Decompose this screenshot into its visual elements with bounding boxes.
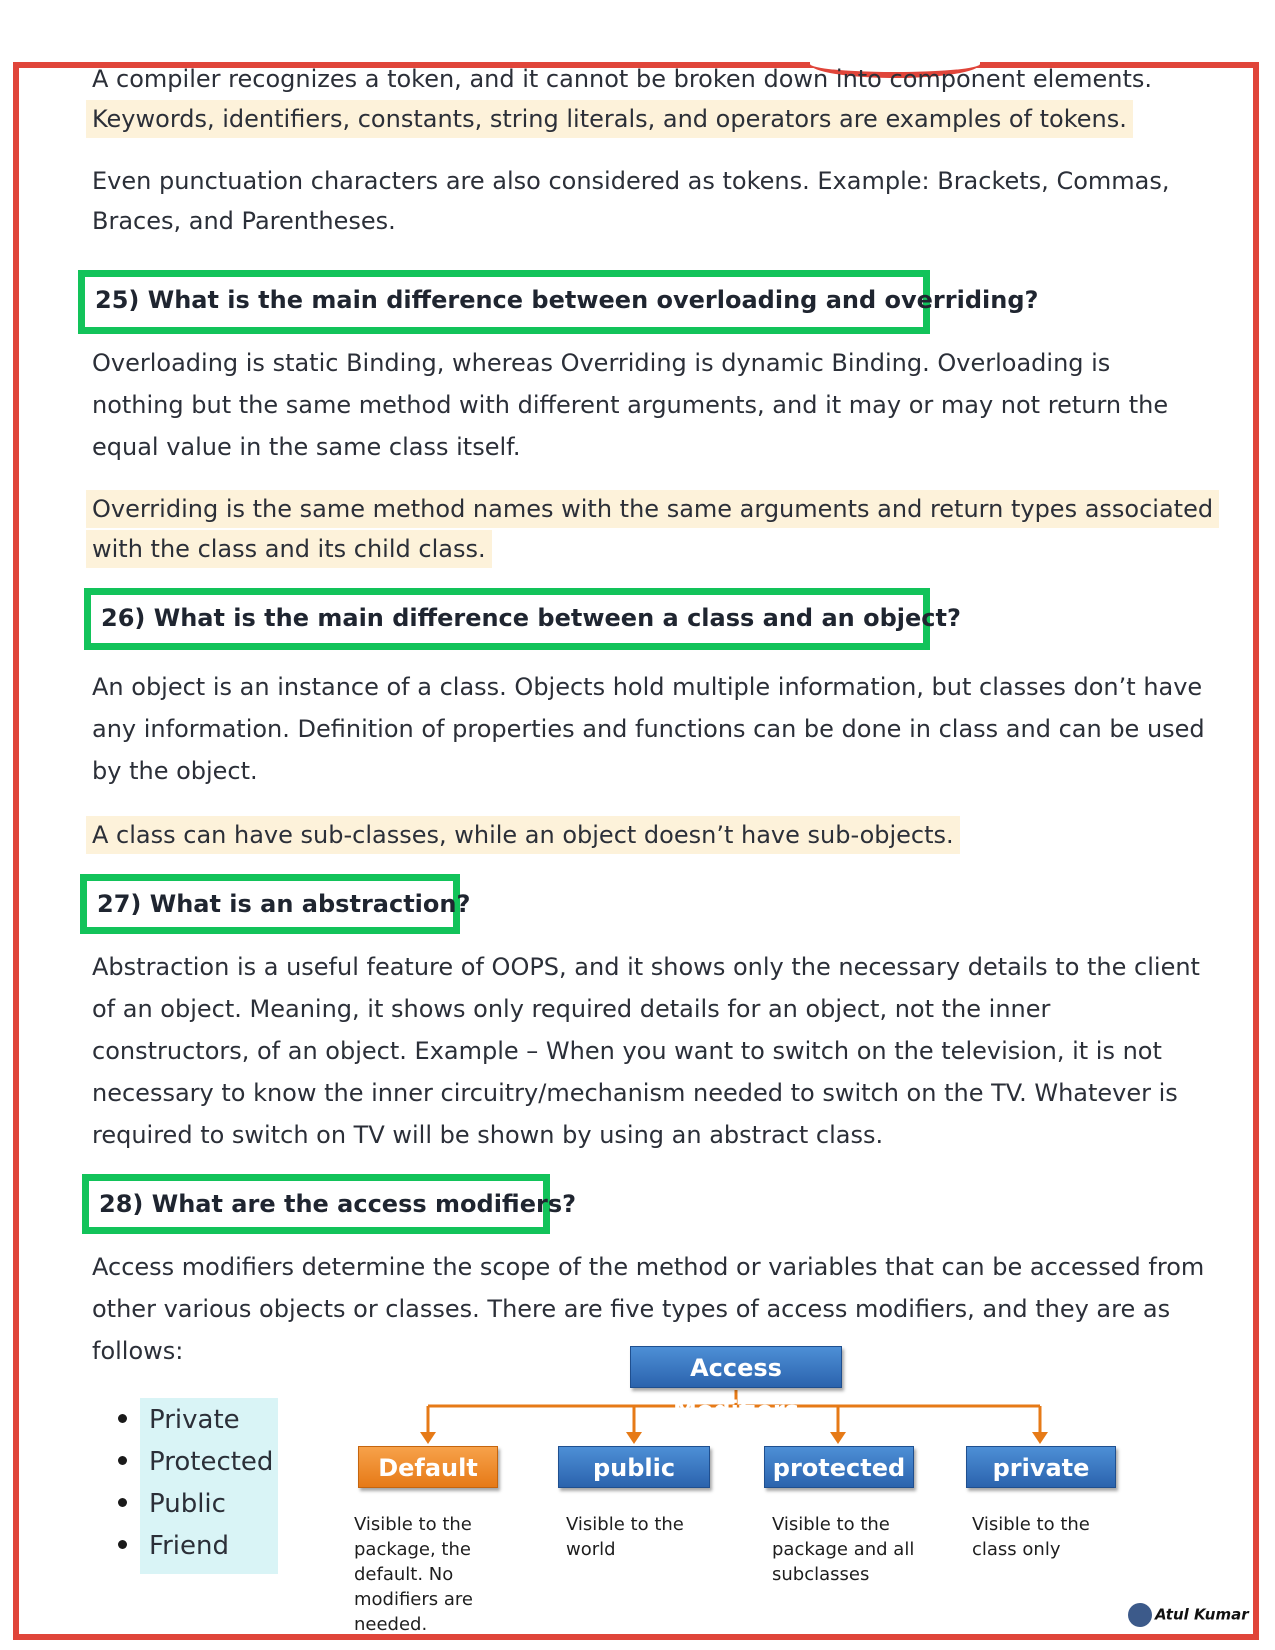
desc-line: modifiers are xyxy=(354,1589,473,1610)
arrow-down-icon xyxy=(626,1432,642,1444)
access-modifiers-diagram xyxy=(330,1340,1130,1640)
list-item-label: Protected xyxy=(149,1447,274,1477)
q26-highlight-line xyxy=(92,814,960,856)
list-item xyxy=(118,1483,226,1525)
paragraph-tokens-line-1: A compiler recognizes a token, and it cannot be broken down into component elements. xyxy=(92,65,1152,93)
highlighted-text: with the class and its child class. xyxy=(86,530,492,568)
highlighted-text: A class can have sub-classes, while an object doesn’t have sub-objects. xyxy=(86,816,960,854)
q25-highlight-line-2 xyxy=(92,528,492,570)
bullet-icon xyxy=(118,1498,127,1507)
q28-answer-line-1: Access modifiers determine the scope of the method or variables that can be accessed from xyxy=(92,1253,1205,1281)
default-description xyxy=(354,1512,473,1637)
question-26-heading: 26) What is the main difference between a class and an object? xyxy=(84,588,930,650)
private-description xyxy=(972,1512,1090,1562)
list-item-label: Public xyxy=(149,1489,226,1519)
bullet-icon xyxy=(118,1540,127,1549)
question-27-heading: 27) What is an abstraction? xyxy=(80,874,460,934)
q27-answer-line-1: Abstraction is a useful feature of OOPS, and it shows only the necessary details to the client xyxy=(92,953,1200,981)
highlighted-text: Keywords, identifiers, constants, string literals, and operators are examples of tokens. xyxy=(86,100,1133,138)
author-name: Atul Kumar xyxy=(1155,1605,1249,1624)
desc-line: subclasses xyxy=(772,1564,870,1585)
q26-answer-line-2: any information. Definition of properties and functions can be done in class and can be used xyxy=(92,715,1205,743)
q27-answer-line-3: constructors, of an object. Example – When you want to switch on the television, it is not xyxy=(92,1037,1162,1065)
modifier-public: public xyxy=(558,1446,710,1488)
desc-line: Visible to the xyxy=(354,1514,472,1535)
desc-line: Visible to the xyxy=(972,1514,1090,1535)
q27-answer-line-4: necessary to know the inner circuitry/mechanism needed to switch on the TV. Whatever is xyxy=(92,1079,1178,1107)
paragraph-tokens-line-2 xyxy=(92,98,1133,140)
q28-answer-line-2: other various objects or classes. There are five types of access modifiers, and they are as xyxy=(92,1295,1171,1323)
root-access-modifiers: Access Modifiers xyxy=(630,1346,842,1388)
paragraph-punct-line-2: Braces, and Parentheses. xyxy=(92,207,396,235)
highlighted-text: Overriding is the same method names with the same arguments and return types associated xyxy=(86,490,1219,528)
arrow-down-icon xyxy=(420,1432,436,1444)
modifier-protected: protected xyxy=(764,1446,914,1488)
q26-answer-line-1: An object is an instance of a class. Objects hold multiple information, but classes don’t have xyxy=(92,673,1203,701)
list-item xyxy=(118,1399,240,1441)
question-25-heading: 25) What is the main difference between overloading and overriding? xyxy=(78,270,930,334)
paragraph-punct-line-1: Even punctuation characters are also considered as tokens. Example: Brackets, Commas, xyxy=(92,167,1170,195)
desc-line: Visible to the xyxy=(772,1514,890,1535)
desc-line: world xyxy=(566,1539,616,1560)
question-28-heading: 28) What are the access modifiers? xyxy=(82,1174,550,1234)
list-item-label: Friend xyxy=(149,1531,229,1561)
q25-answer-line-2: nothing but the same method with different arguments, and it may or may not return the xyxy=(92,391,1169,419)
list-item-label: Private xyxy=(149,1405,240,1435)
q25-answer-line-3: equal value in the same class itself. xyxy=(92,433,521,461)
desc-line: default. No xyxy=(354,1564,454,1585)
bullet-icon xyxy=(118,1456,127,1465)
q27-answer-line-2: of an object. Meaning, it shows only required details for an object, not the inner xyxy=(92,995,1051,1023)
desc-line: package, the xyxy=(354,1539,471,1560)
desc-line: Visible to the xyxy=(566,1514,684,1535)
q26-answer-line-3: by the object. xyxy=(92,757,258,785)
desc-line: needed. xyxy=(354,1614,428,1635)
protected-description xyxy=(772,1512,914,1587)
avatar xyxy=(1128,1603,1152,1627)
list-item xyxy=(118,1441,273,1483)
modifier-default: Default xyxy=(358,1446,498,1488)
modifier-private: private xyxy=(966,1446,1116,1488)
list-item xyxy=(118,1525,229,1567)
arrow-down-icon xyxy=(1032,1432,1048,1444)
bullet-icon xyxy=(118,1414,127,1423)
q27-answer-line-5: required to switch on TV will be shown by using an abstract class. xyxy=(92,1121,884,1149)
q25-answer-line-1: Overloading is static Binding, whereas Overriding is dynamic Binding. Overloading is xyxy=(92,349,1111,377)
arrow-down-icon xyxy=(830,1432,846,1444)
q28-answer-line-3: follows: xyxy=(92,1337,184,1365)
desc-line: class only xyxy=(972,1539,1061,1560)
q25-highlight-line-1 xyxy=(92,488,1219,530)
desc-line: package and all xyxy=(772,1539,915,1560)
public-description xyxy=(566,1512,684,1562)
author-signature xyxy=(1128,1603,1249,1627)
